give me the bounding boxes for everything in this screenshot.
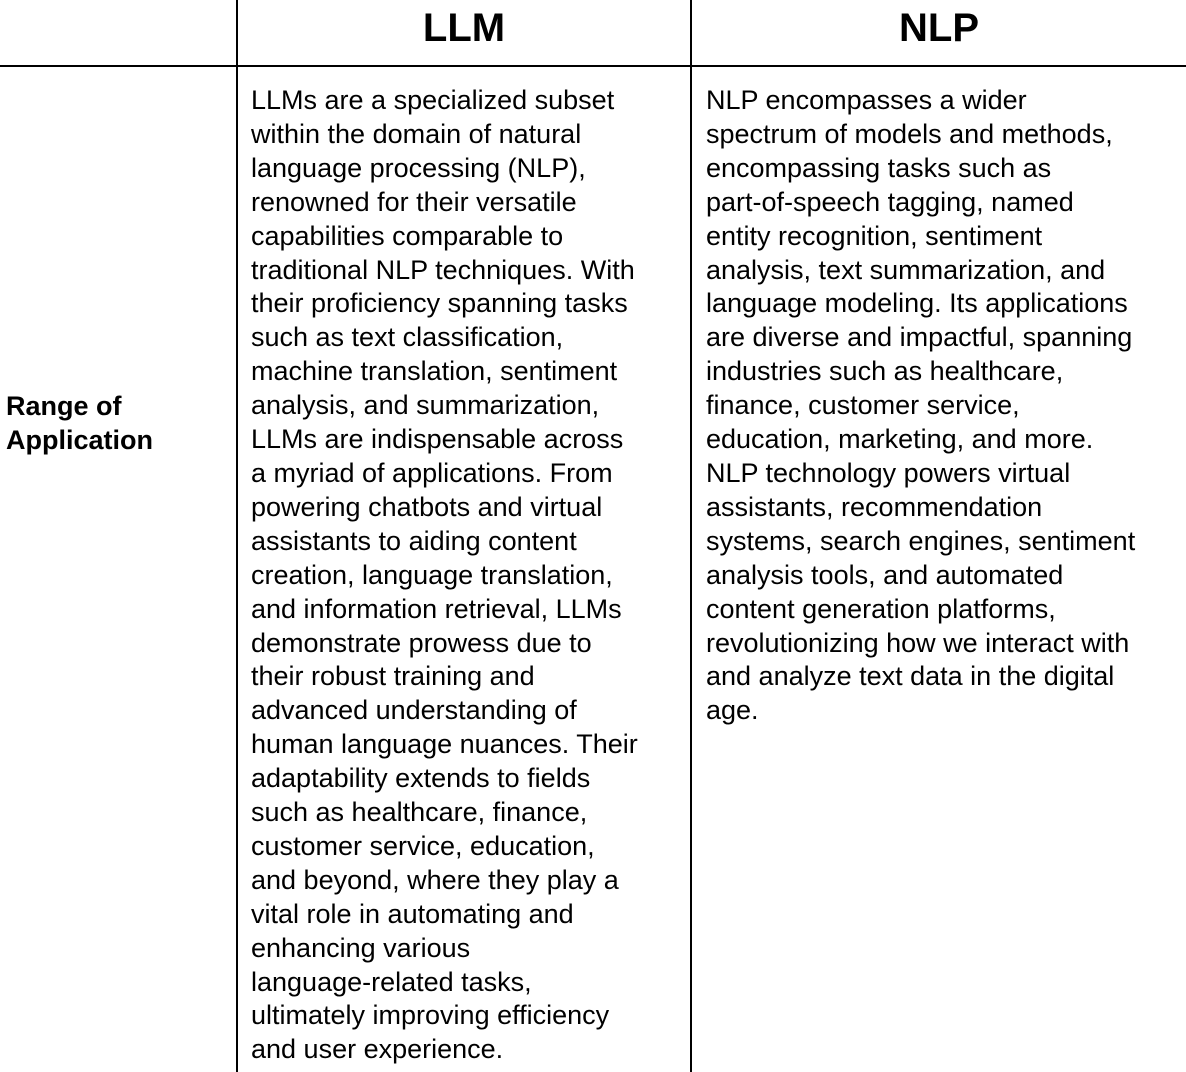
cell-nlp-range: NLP encompasses a wider spectrum of models and methods, encompassing tasks such as part-of-speech tagging, named entity recognition, sentiment analysis, text summarization, and language modeling. Its applications are diverse and impactful, spanning industries such as healthcare, finance, customer service, education, marketing, and more. NLP technology powers virtual assistants, recommendation systems, search engines, sentiment analysis tools, and automated content generation platforms, revolutionizing how we interact with and analyze text data in the digital age. bbox=[706, 85, 1136, 726]
header-divider bbox=[0, 65, 1186, 67]
header-llm: LLM bbox=[422, 6, 506, 50]
column-divider-2 bbox=[690, 0, 692, 1072]
cell-llm-range: LLMs are a specialized subset within the domain of natural language processing (NLP), renowned for their versatile capabilities comparable to traditional NLP techniques. With their proficiency spanning tasks such as text classification, machine translation, sentiment analysis, and summarization, LLMs are indispensable across a myriad of applications. From powering chatbots and virtual assistants to aiding content creation, language translation, and information retrieval, LLMs demonstrate prowess due to their robust training and advanced understanding of human language nuances. Their adaptability extends to fields such as healthcare, finance, customer service, education, and beyond, where they play a vital role in automating and enhancing various language-related tasks, ultimately improving efficiency and user experience. bbox=[251, 85, 638, 1065]
header-nlp: NLP bbox=[899, 6, 979, 50]
column-divider-1 bbox=[236, 0, 238, 1072]
row-label-text: Range of Application bbox=[6, 391, 153, 455]
row-label-range-of-application bbox=[6, 389, 231, 457]
